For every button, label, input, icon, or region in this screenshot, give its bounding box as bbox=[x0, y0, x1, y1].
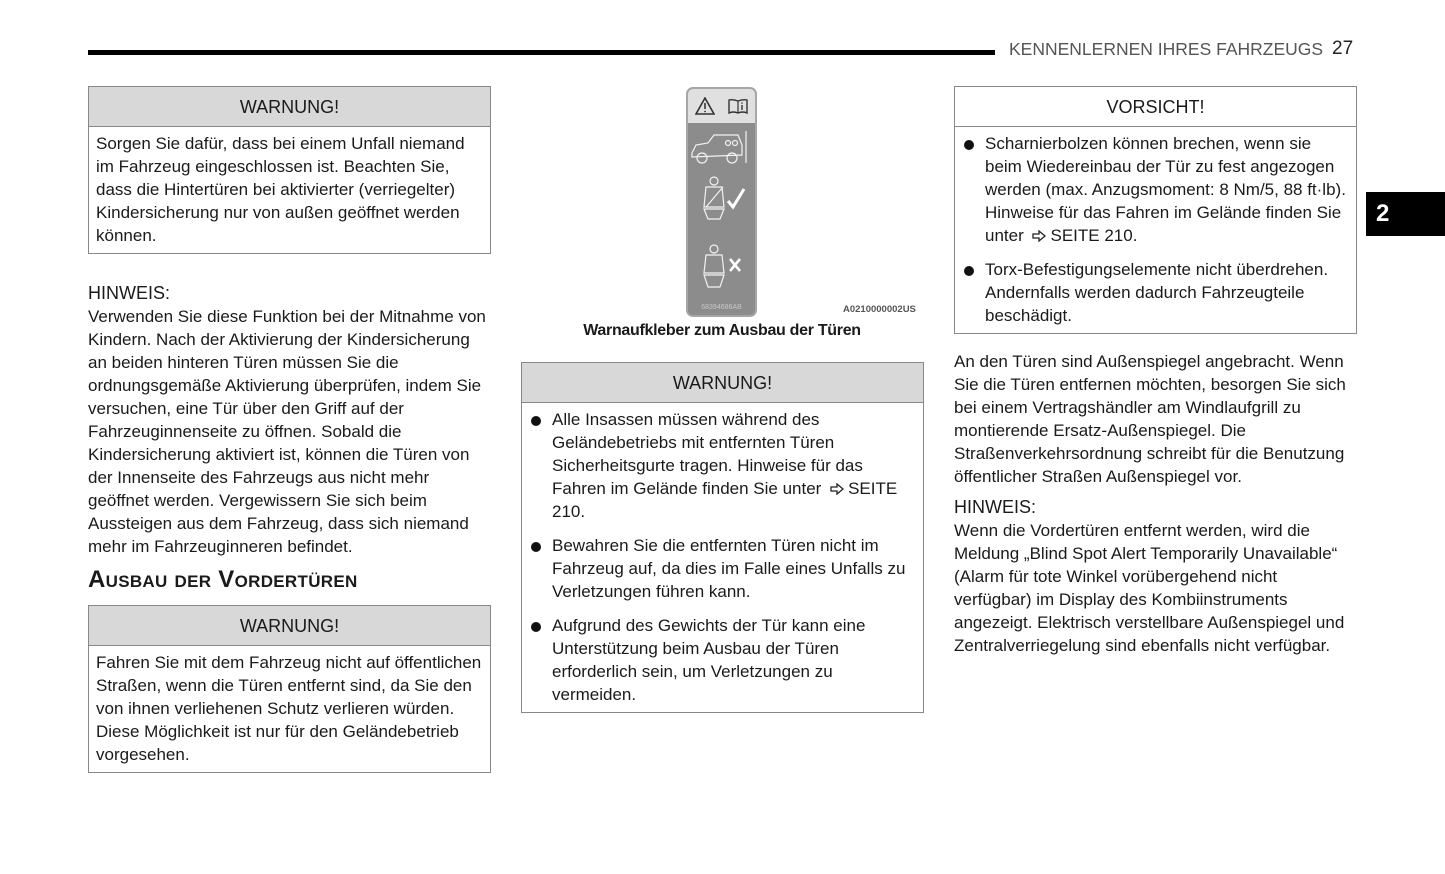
warning-title: WARNUNG! bbox=[522, 363, 923, 403]
sticker-part-number: 68394686AB bbox=[701, 304, 742, 311]
warning-title: WARNUNG! bbox=[89, 606, 490, 646]
bullet-icon bbox=[531, 542, 541, 552]
bullet-icon bbox=[964, 266, 974, 276]
list-item-text: Scharnierbolzen können brechen, wenn sie beim Wiedereinbau der Tür zu fest angezogen werden (max. Anzugsmoment: 8 Nm/5, 88 ft·lb). Hinweise für das Fahren im Gelände finden Sie unter bbox=[985, 134, 1346, 245]
page-reference-link[interactable]: SEITE 210. bbox=[1050, 226, 1138, 245]
note-text: Verwenden Sie diese Funktion bei der Mitnahme von Kindern. Nach der Aktivierung der Kindersicherung an beiden hinteren Türen müssen Sie die ordnungsgemäße Aktivierung überprüfen, indem Sie versuchen, eine Tür über den Griff auf der Fahrzeuginnenseite zu öffnen. Sobald die Kindersicherung aktiviert ist, können die Türen von der Innenseite des Fahrzeugs aus nicht mehr geöffnet werden. Vergewissern Sie sich beim Aussteigen aus dem Fahrzeug, dass sich niemand mehr im Fahrzeuginneren befindet. bbox=[88, 307, 486, 556]
middle-column bbox=[521, 362, 924, 713]
checkmark-icon bbox=[728, 189, 744, 207]
paragraph: An den Türen sind Außenspiegel angebracht. Wenn Sie die Türen entfernen möchten, besorgen Sie sich bei einem Vertragshändler am Windlaufgrill zu montierende Ersatz-Außenspiegel. Die Straßenverkehrsordnung schreibt für die Benutzung öffentlicher Straßen Außenspiegel vor. bbox=[954, 352, 1346, 486]
note bbox=[954, 496, 1357, 657]
list-item bbox=[963, 132, 1348, 247]
bullet-icon bbox=[964, 140, 974, 150]
bullet-icon bbox=[531, 622, 541, 632]
list-item bbox=[963, 258, 1348, 327]
list-item bbox=[530, 408, 915, 523]
warning-list bbox=[522, 403, 923, 712]
note-label: HINWEIS: bbox=[88, 283, 171, 303]
running-title: KENNENLERNEN IHRES FAHRZEUGS bbox=[1009, 39, 1324, 59]
note-label: HINWEIS: bbox=[954, 497, 1037, 517]
vehicle-doors-removed-icon bbox=[692, 131, 746, 163]
header-rule bbox=[88, 50, 995, 55]
caution-box bbox=[954, 86, 1357, 334]
page-number: 27 bbox=[1332, 38, 1354, 59]
right-column bbox=[954, 86, 1357, 657]
page-reference-link[interactable]: SEITE 210. bbox=[552, 479, 898, 521]
list-item bbox=[530, 534, 915, 603]
note-text: Wenn die Vordertüren entfernt werden, wird die Meldung „Blind Spot Alert Temporarily Unavailable“ (Alarm für tote Winkel vorübergehend nicht verfügbar) im Display des Kombiinstruments angezeigt. Elektrisch verstellbare Außenspiegel und Zentralverriegelung sind ebenfalls nicht verfügbar. bbox=[954, 521, 1345, 655]
seatbelt-fastened-icon bbox=[704, 177, 724, 219]
sticker-header bbox=[688, 89, 755, 123]
warning-title: WARNUNG! bbox=[89, 87, 490, 127]
sticker-pictograms bbox=[688, 123, 755, 303]
warning-box bbox=[88, 605, 491, 773]
section-title: Ausbau der Vordertüren bbox=[88, 566, 358, 593]
chapter-tab[interactable]: 2 bbox=[1366, 192, 1445, 236]
warning-text: Sorgen Sie dafür, dass bei einem Unfall niemand im Fahrzeug eingeschlossen ist. Beachten Sie, dass die Hintertüren bei aktivierter (verriegelter) Kindersicherung nur von außen geöffnet werden können. bbox=[96, 134, 465, 245]
list-item-text: Alle Insassen müssen während des Geländebetriebs mit entfernten Türen Sicherheitsgurte tragen. Hinweise für das Fahren im Gelände finden Sie unter bbox=[552, 410, 863, 498]
list-item-text: Torx-Befestigungselemente nicht überdrehen. Andernfalls werden dadurch Fahrzeugteile beschädigt. bbox=[985, 260, 1329, 325]
list-item bbox=[530, 614, 915, 706]
warning-box bbox=[88, 86, 491, 254]
figure-caption: Warnaufkleber zum Ausbau der Türen bbox=[583, 322, 861, 339]
bullet-icon bbox=[531, 416, 541, 426]
page-reference-arrow-icon bbox=[1032, 230, 1046, 242]
list-item-text: Aufgrund des Gewichts der Tür kann eine Unterstützung beim Ausbau der Türen erforderlich sein, um Verletzungen zu vermeiden. bbox=[552, 616, 866, 704]
manual-info-icon bbox=[728, 98, 748, 114]
door-warning-sticker-figure bbox=[686, 87, 757, 317]
unbelted-occupant-icon bbox=[704, 245, 724, 287]
caution-list bbox=[955, 127, 1356, 333]
warning-triangle-icon bbox=[695, 97, 715, 115]
note bbox=[88, 282, 491, 558]
list-item-text: Bewahren Sie die entfernten Türen nicht im Fahrzeug auf, da dies im Falle eines Unfalls zu Verletzungen führen kann. bbox=[552, 536, 906, 601]
warning-text: Fahren Sie mit dem Fahrzeug nicht auf öffentlichen Straßen, wenn die Türen entfernt sind, da Sie den von ihnen verliehenen Schutz verlieren würden. Diese Möglichkeit ist nur für den Geländebetrieb vorgesehen. bbox=[96, 653, 482, 764]
left-column bbox=[88, 86, 491, 773]
warning-box bbox=[521, 362, 924, 713]
caution-title: VORSICHT! bbox=[955, 87, 1356, 127]
page-reference-arrow-icon bbox=[830, 483, 844, 495]
figure-code: A0210000002US bbox=[843, 304, 916, 315]
cross-icon bbox=[730, 259, 740, 271]
